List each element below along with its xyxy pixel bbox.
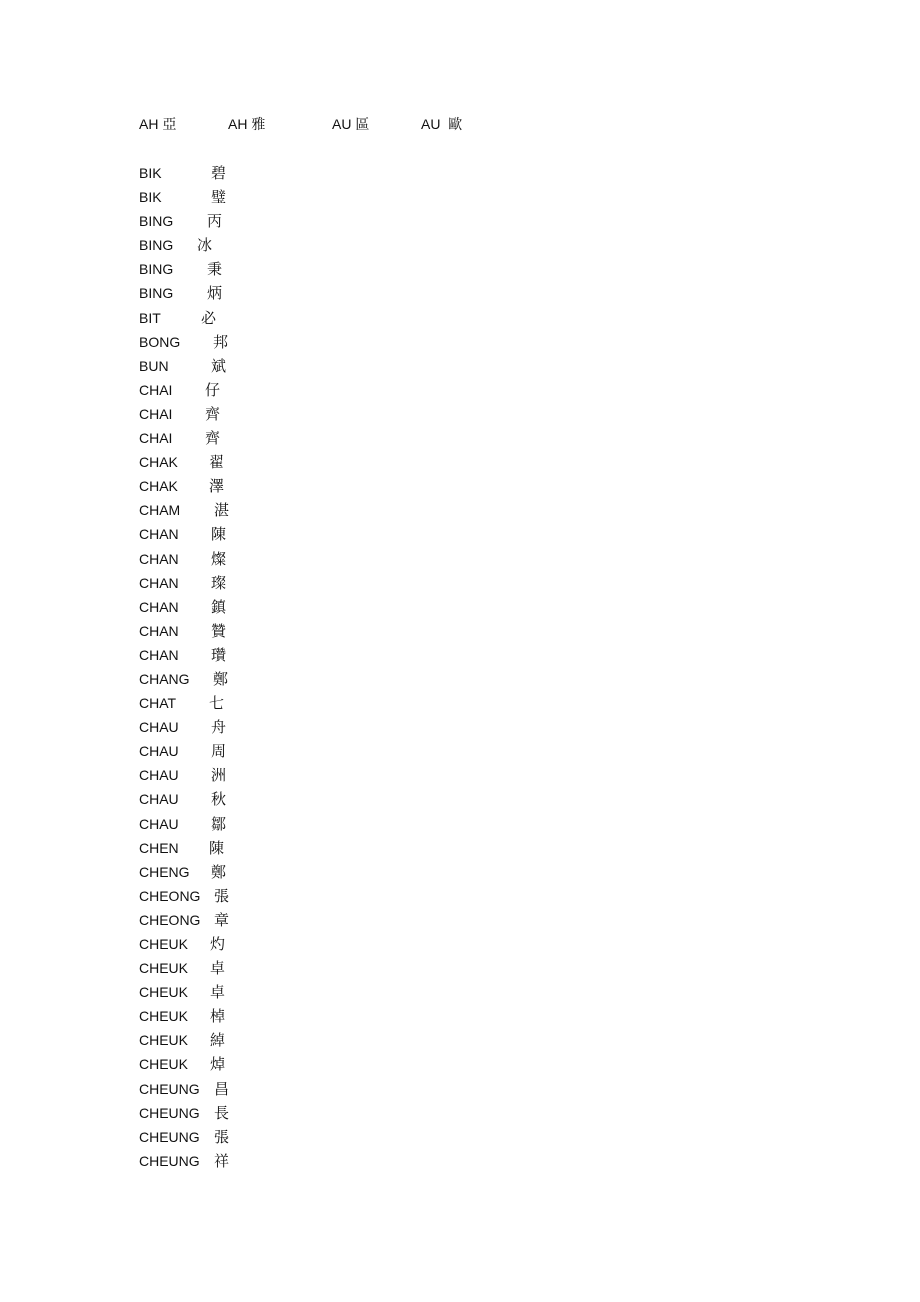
chinese-character: 陳 bbox=[211, 525, 227, 544]
list-item bbox=[139, 306, 439, 330]
list-item bbox=[139, 956, 439, 980]
list-item bbox=[139, 860, 439, 884]
chinese-character: 焯 bbox=[210, 1055, 226, 1074]
romanization: CHAN bbox=[139, 526, 179, 543]
list-item bbox=[139, 619, 439, 643]
chinese-character: 鄒 bbox=[211, 814, 227, 833]
romanization: CHAI bbox=[139, 381, 173, 398]
chinese-character: 斌 bbox=[211, 356, 227, 375]
romanization: CHEUNG bbox=[139, 1128, 200, 1145]
list-item bbox=[139, 474, 439, 498]
list-item bbox=[139, 932, 439, 956]
romanization: CHEUK bbox=[139, 1056, 189, 1073]
chinese-character: 陳 bbox=[209, 838, 225, 857]
romanization: CHAU bbox=[139, 743, 179, 760]
romanization: CHAN bbox=[139, 598, 179, 615]
romanization: BONG bbox=[139, 333, 181, 350]
romanization: CHEUK bbox=[139, 936, 189, 952]
romanization: BIT bbox=[139, 309, 161, 326]
chinese-character: 舟 bbox=[211, 718, 227, 737]
list-item bbox=[139, 426, 439, 450]
chinese-character: 灼 bbox=[210, 935, 226, 953]
romanization: CHAT bbox=[139, 695, 177, 712]
romanization: CHEONG bbox=[139, 887, 201, 904]
chinese-character: 鎮 bbox=[211, 597, 227, 616]
chinese-character: 湛 bbox=[214, 501, 230, 520]
romanization: CHAI bbox=[139, 405, 173, 422]
list-item bbox=[139, 595, 439, 619]
chinese-character: 秋 bbox=[211, 790, 227, 809]
romanization: BING bbox=[139, 237, 174, 254]
list-item bbox=[139, 1004, 439, 1028]
romanization: BUN bbox=[139, 357, 169, 374]
list-item bbox=[139, 571, 439, 595]
chinese-character: 棹 bbox=[210, 1007, 226, 1026]
list-item bbox=[139, 233, 439, 257]
list-item bbox=[139, 281, 439, 305]
list-item bbox=[139, 1101, 439, 1125]
list-item bbox=[139, 836, 439, 860]
romanization: CHAU bbox=[139, 791, 179, 808]
header-entry: AU 歐 bbox=[421, 116, 463, 132]
list-item bbox=[139, 257, 439, 281]
romanization: BING bbox=[139, 261, 174, 278]
romanization: CHAN bbox=[139, 550, 179, 567]
chinese-character: 鄭 bbox=[211, 862, 227, 881]
chinese-character: 卓 bbox=[210, 959, 226, 978]
chinese-character: 翟 bbox=[209, 453, 225, 472]
romanization: CHANG bbox=[139, 670, 190, 687]
list-item bbox=[139, 547, 439, 571]
romanization: CHEUK bbox=[139, 984, 189, 1001]
romanization: CHAM bbox=[139, 502, 181, 519]
list-item bbox=[139, 1052, 439, 1076]
list-item bbox=[139, 667, 439, 691]
chinese-character: 齊 bbox=[205, 429, 221, 448]
chinese-character: 丙 bbox=[207, 212, 223, 231]
list-item bbox=[139, 787, 439, 811]
chinese-character: 燦 bbox=[211, 549, 227, 568]
romanization: CHAN bbox=[139, 574, 179, 591]
list-item bbox=[139, 354, 439, 378]
chinese-character: 冰 bbox=[197, 236, 213, 255]
chinese-character: 張 bbox=[214, 886, 230, 905]
chinese-character: 璨 bbox=[211, 573, 227, 592]
chinese-character: 齊 bbox=[205, 404, 221, 423]
chinese-character: 昌 bbox=[214, 1079, 230, 1098]
chinese-character: 章 bbox=[214, 910, 230, 929]
romanization-list bbox=[139, 161, 439, 1173]
list-item bbox=[139, 185, 439, 209]
romanization: BIK bbox=[139, 165, 162, 181]
list-item bbox=[139, 498, 439, 522]
list-item bbox=[139, 715, 439, 739]
romanization: CHEUK bbox=[139, 1008, 189, 1025]
list-item bbox=[139, 980, 439, 1004]
romanization: CHAU bbox=[139, 719, 179, 736]
chinese-character: 鄭 bbox=[213, 669, 229, 688]
list-item bbox=[139, 1077, 439, 1101]
list-item bbox=[139, 402, 439, 426]
list-item bbox=[139, 209, 439, 233]
list-item bbox=[139, 643, 439, 667]
chinese-character: 碧 bbox=[211, 164, 227, 182]
romanization: CHEUNG bbox=[139, 1104, 200, 1121]
romanization: CHAU bbox=[139, 815, 179, 832]
romanization: CHEN bbox=[139, 839, 179, 856]
chinese-character: 綽 bbox=[210, 1031, 226, 1050]
chinese-character: 卓 bbox=[210, 983, 226, 1002]
romanization: CHEONG bbox=[139, 911, 201, 928]
romanization: BIK bbox=[139, 189, 162, 206]
romanization: CHAK bbox=[139, 454, 178, 471]
romanization: CHEUNG bbox=[139, 1080, 200, 1097]
chinese-character: 洲 bbox=[211, 766, 227, 785]
header-row bbox=[139, 113, 639, 135]
chinese-character: 必 bbox=[201, 308, 217, 327]
list-item bbox=[139, 908, 439, 932]
romanization: CHEUK bbox=[139, 960, 189, 977]
romanization: CHAN bbox=[139, 646, 179, 663]
chinese-character: 張 bbox=[214, 1127, 230, 1146]
list-item bbox=[139, 691, 439, 715]
romanization: CHEUNG bbox=[139, 1152, 200, 1169]
header-entry: AH 雅 bbox=[228, 116, 266, 132]
romanization: BING bbox=[139, 285, 174, 302]
list-item bbox=[139, 1125, 439, 1149]
list-item bbox=[139, 522, 439, 546]
list-item bbox=[139, 1028, 439, 1052]
chinese-character: 炳 bbox=[207, 284, 223, 303]
header-entry: AH 亞 bbox=[139, 116, 177, 132]
header-entry: AU 區 bbox=[332, 116, 370, 132]
chinese-character: 璧 bbox=[211, 188, 227, 207]
romanization: CHAI bbox=[139, 430, 173, 447]
romanization: BING bbox=[139, 213, 174, 230]
chinese-character: 周 bbox=[211, 742, 227, 761]
list-item bbox=[139, 763, 439, 787]
chinese-character: 澤 bbox=[209, 477, 225, 496]
chinese-character: 邦 bbox=[213, 332, 229, 351]
list-item bbox=[139, 812, 439, 836]
chinese-character: 長 bbox=[214, 1103, 230, 1122]
romanization: CHAK bbox=[139, 478, 178, 495]
romanization: CHAN bbox=[139, 622, 179, 639]
romanization: CHAU bbox=[139, 767, 179, 784]
chinese-character: 秉 bbox=[207, 260, 223, 279]
chinese-character: 瓚 bbox=[211, 645, 227, 664]
list-item bbox=[139, 330, 439, 354]
list-item bbox=[139, 378, 439, 402]
list-item bbox=[139, 450, 439, 474]
list-item bbox=[139, 884, 439, 908]
romanization: CHEUK bbox=[139, 1032, 189, 1049]
chinese-character: 贊 bbox=[211, 621, 227, 640]
chinese-character: 祥 bbox=[214, 1151, 230, 1170]
chinese-character: 仔 bbox=[205, 380, 221, 399]
list-item bbox=[139, 739, 439, 763]
chinese-character: 七 bbox=[209, 694, 225, 713]
list-item bbox=[139, 161, 439, 185]
romanization: CHENG bbox=[139, 863, 190, 880]
list-item bbox=[139, 1149, 439, 1173]
